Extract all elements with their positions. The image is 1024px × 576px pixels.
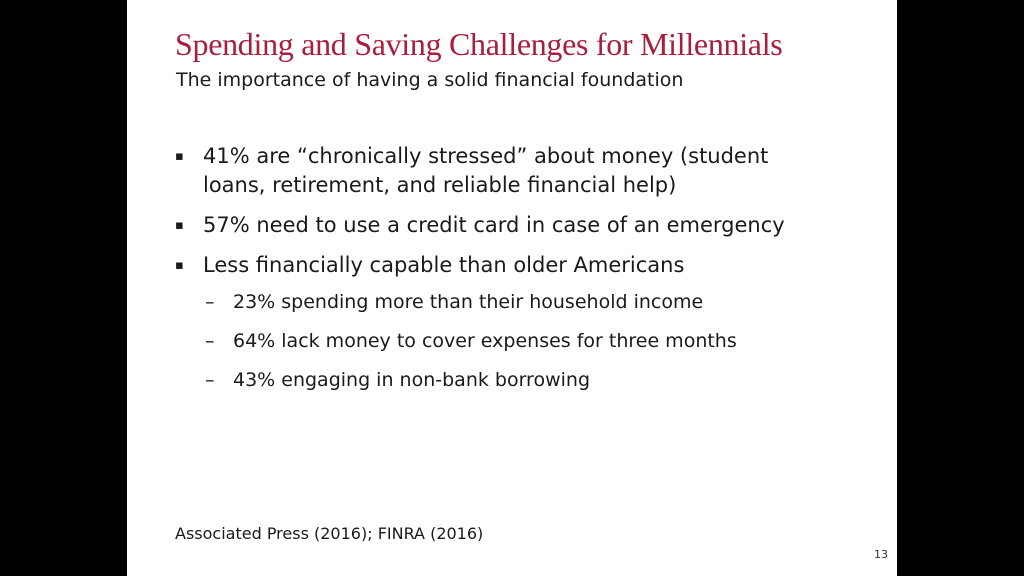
presentation-slide (127, 0, 897, 576)
bullet-text: Less financially capable than older Americans (203, 253, 685, 277)
sub-bullet-text: 23% spending more than their household income (233, 291, 704, 313)
bullet-square-icon: ▪ (175, 218, 184, 233)
slide-subtitle: The importance of having a solid financial foundation (176, 69, 684, 91)
source-citation: Associated Press (2016); FINRA (2016) (175, 524, 484, 543)
sub-bullet-text: 64% lack money to cover expenses for three months (233, 330, 737, 352)
bullet-square-icon: ▪ (175, 258, 184, 273)
bullet-item (175, 251, 795, 280)
page-number: 13 (874, 548, 888, 561)
sub-bullet-item (175, 291, 795, 313)
bullet-text: 57% need to use a credit card in case of an emergency (203, 213, 785, 237)
dash-icon: – (205, 291, 215, 313)
sub-bullet-item (175, 369, 795, 391)
sub-bullet-text: 43% engaging in non-bank borrowing (233, 369, 591, 391)
bullet-item (175, 211, 795, 240)
dash-icon: – (205, 369, 215, 391)
dash-icon: – (205, 330, 215, 352)
bullet-text: 41% are “chronically stressed” about money (student loans, retirement, and reliable financial help) (203, 144, 769, 197)
bullet-list (175, 142, 795, 391)
bullet-item (175, 142, 795, 200)
slide-title: Spending and Saving Challenges for Millennials (175, 26, 783, 62)
bullet-square-icon: ▪ (175, 149, 184, 164)
sub-bullet-item (175, 330, 795, 352)
